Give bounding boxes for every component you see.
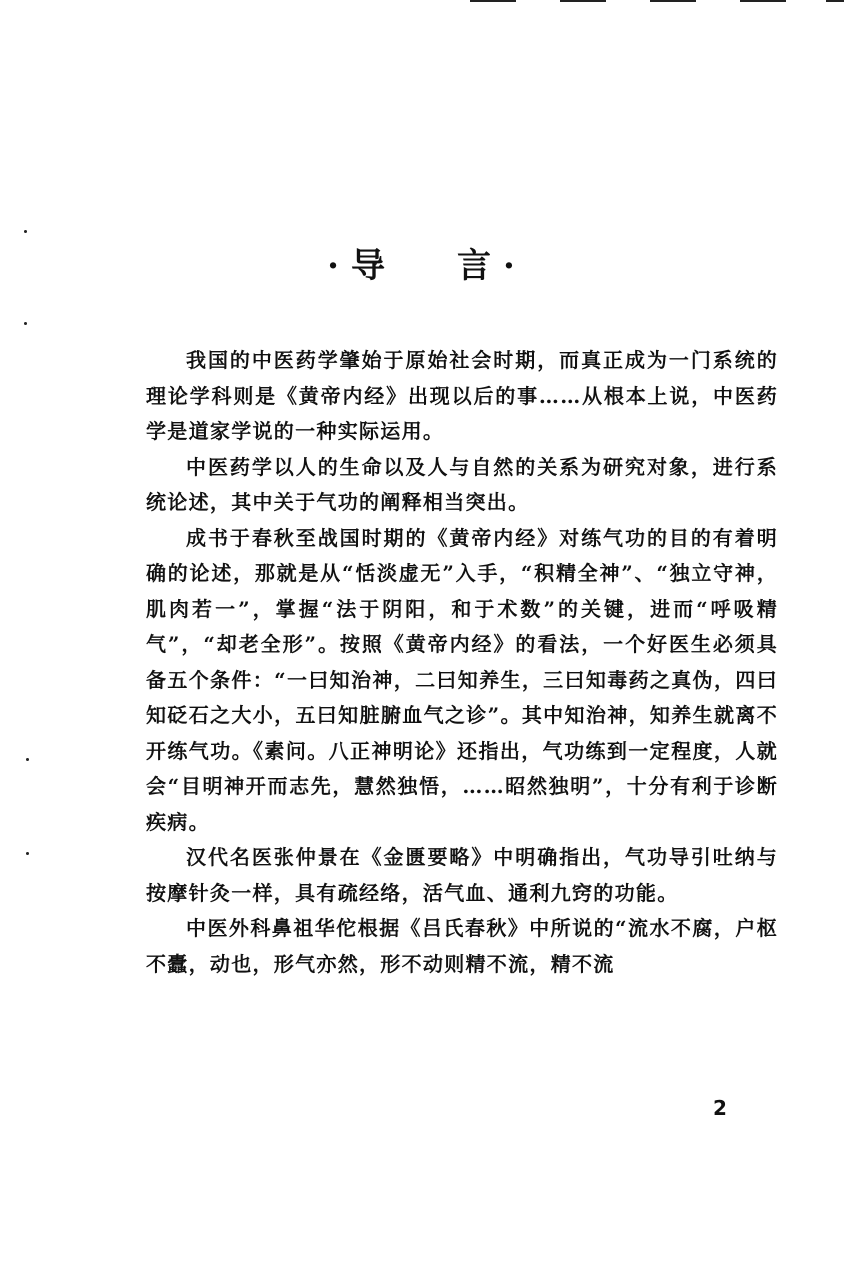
title-dot-left: · (327, 246, 341, 286)
page-title (0, 238, 844, 287)
margin-mark (24, 230, 27, 233)
paragraph: 我国的中医药学肇始于原始社会时期，而真正成为一门系统的理论学科则是《黄帝内经》出现以后的事……从根本上说，中医药学是道家学说的一种实际运用。 (146, 348, 778, 443)
scan-rule (650, 0, 696, 2)
page-number: 2 (713, 1096, 727, 1120)
paragraph: 成书于春秋至战国时期的《黄帝内经》对练气功的目的有着明确的论述，那就是从“恬淡虚无”入手，“积精全神”、“独立守神，肌肉若一”，掌握“法于阴阳，和于术数”的关键，进而“呼吸精气”，“却老全形”。按照《黄帝内经》的看法，一个好医生必须具备五个条件：“一曰知治神，二曰知养生，三曰知毒药之真伪，四曰知砭石之大小，五曰知脏腑血气之诊”。其中知治神，知养生就离不开练气功。《素问。八正神明论》还指出，气功练到一定程度，人就会“目明神开而志先，慧然独悟，……昭然独明”，十分有利于诊断疾病。 (146, 525, 778, 834)
top-scan-rules (0, 0, 844, 6)
scan-rule (470, 0, 516, 2)
margin-mark (24, 322, 27, 325)
paragraph: 汉代名医张仲景在《金匮要略》中明确指出，气功导引吐纳与按摩针灸一样，具有疏经络，活气血、通利九窍的功能。 (146, 845, 778, 905)
title-dot-right: · (503, 246, 517, 286)
scan-rule (740, 0, 786, 2)
title-char-yan: 言 (457, 246, 493, 286)
body-text (146, 343, 778, 982)
margin-mark (26, 852, 29, 855)
scan-rule (560, 0, 606, 2)
scan-rule (826, 0, 844, 2)
margin-mark (26, 758, 29, 761)
paragraph: 中医药学以人的生命以及人与自然的关系为研究对象，进行系统论述，其中关于气功的阐释相当突出。 (146, 454, 778, 514)
title-char-dao: 导 (351, 246, 387, 286)
paragraph: 中医外科鼻祖华佗根据《吕氏春秋》中所说的“流水不腐，户枢不蠹，动也，形气亦然，形不动则精不流，精不流 (146, 916, 778, 976)
